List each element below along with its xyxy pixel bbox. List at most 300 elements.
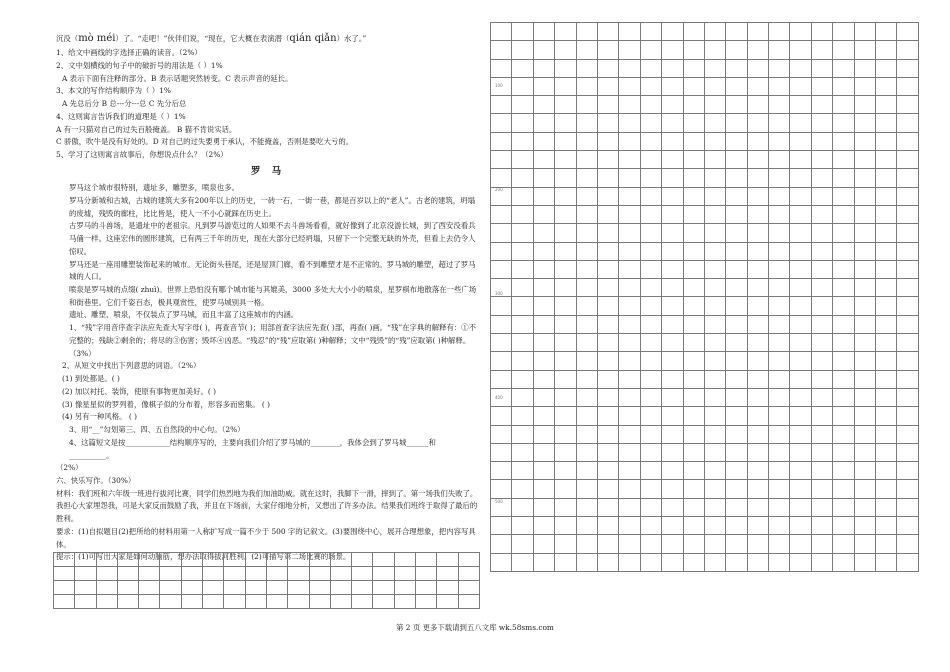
grid-row (491, 407, 919, 425)
grid-cell (597, 498, 618, 516)
grid-count-mark: 400 (495, 395, 503, 400)
grid-row (491, 535, 919, 553)
article-title: 罗 马 (250, 165, 286, 177)
grid-cell (704, 41, 725, 59)
grid-cell (811, 334, 832, 352)
grid-cell (747, 187, 768, 205)
grid-cell (512, 388, 533, 406)
grid-cell (726, 96, 747, 114)
grid-cell (704, 462, 725, 480)
grid-cell (373, 553, 394, 567)
grid-cell (790, 187, 811, 205)
grid-cell (876, 535, 897, 553)
option-line: A 先总后分 B 总---分---总 C 先分后总 (62, 99, 187, 109)
grid-cell (555, 96, 576, 114)
grid-cell (897, 535, 919, 553)
grid-cell (533, 498, 554, 516)
grid-row (491, 370, 919, 388)
grid-cell (876, 315, 897, 333)
grid-cell (491, 59, 512, 77)
grid-row (491, 151, 919, 169)
grid-cell (662, 553, 683, 571)
grid-cell (533, 462, 554, 480)
grid-cell (683, 407, 704, 425)
grid-cell (747, 242, 768, 260)
grid-cell (619, 334, 640, 352)
grid-cell (811, 407, 832, 425)
grid-cell (576, 388, 597, 406)
grid-cell (769, 132, 790, 150)
grid-cell (769, 224, 790, 242)
grid-cell (394, 553, 415, 567)
grid-cell (769, 370, 790, 388)
grid-cell (683, 370, 704, 388)
grid-cell (811, 132, 832, 150)
grid-cell (704, 498, 725, 516)
grid-cell (330, 567, 351, 581)
grid-cell (726, 41, 747, 59)
grid-cell (811, 553, 832, 571)
grid-row (491, 260, 919, 278)
grid-cell (747, 370, 768, 388)
grid-cell (288, 553, 309, 567)
answer-line: (3) 像星星似的罗列着，像棋子似的分布着，形容多而密集。 ( ) (62, 399, 271, 409)
grid-cell (437, 553, 458, 567)
grid-cell (811, 114, 832, 132)
grid-cell (704, 443, 725, 461)
grid-cell (726, 59, 747, 77)
left-column (56, 30, 480, 564)
grid-cell (683, 297, 704, 315)
grid-cell (75, 595, 96, 609)
writing-grid-right (490, 22, 919, 572)
grid-cell (897, 517, 919, 535)
grid-cell (854, 498, 875, 516)
grid-cell (683, 242, 704, 260)
grid-cell (833, 279, 854, 297)
grid-cell (811, 443, 832, 461)
grid-cell (512, 59, 533, 77)
grid-cell (833, 443, 854, 461)
grid-cell (576, 224, 597, 242)
grid-cell (897, 242, 919, 260)
grid-cell (747, 498, 768, 516)
grid-cell (619, 242, 640, 260)
grid-cell (833, 187, 854, 205)
grid-cell (54, 553, 75, 567)
grid-cell (683, 517, 704, 535)
grid-cell (726, 114, 747, 132)
grid-cell (512, 260, 533, 278)
grid-cell (491, 205, 512, 223)
grid-cell (790, 77, 811, 95)
grid-cell (533, 59, 554, 77)
grid-row (491, 462, 919, 480)
grid-cell (897, 41, 919, 59)
grid-cell (662, 114, 683, 132)
grid-cell (555, 388, 576, 406)
grid-row (491, 498, 919, 516)
grid-cell (854, 132, 875, 150)
grid-cell (491, 224, 512, 242)
grid-cell (683, 77, 704, 95)
grid-cell (394, 581, 415, 595)
grid-cell (597, 315, 618, 333)
grid-cell (704, 407, 725, 425)
grid-cell (491, 370, 512, 388)
grid-cell (491, 443, 512, 461)
grid-cell (555, 498, 576, 516)
grid-row (491, 59, 919, 77)
grid-cell (555, 315, 576, 333)
grid-cell (790, 132, 811, 150)
grid-cell (555, 187, 576, 205)
grid-cell (833, 242, 854, 260)
grid-cell (96, 567, 117, 581)
grid-cell (555, 553, 576, 571)
grid-cell (704, 388, 725, 406)
grid-cell (790, 169, 811, 187)
grid-cell (704, 151, 725, 169)
grid-count-mark: 100 (495, 83, 503, 88)
grid-cell (811, 352, 832, 370)
grid-row (54, 567, 480, 581)
grid-row (491, 315, 919, 333)
grid-cell (854, 151, 875, 169)
grid-cell (619, 279, 640, 297)
grid-cell (75, 567, 96, 581)
grid-cell (288, 567, 309, 581)
grid-cell (854, 23, 875, 41)
question-line: 1、“残”字用音序查字法应先查大写字母( )，再查音节( )；用部首查字法应先查( )部，再查( )画。“残”在字典的解释有：①不完整的；残缺②剩余的；将尽的③伤害；毁坏④凶恶。“残忍”的“残”应取第( )种解释；文中“残毁”的“残”应取第( )种解释。（3%） (69, 323, 477, 358)
grid-row (491, 425, 919, 443)
grid-cell (619, 553, 640, 571)
grid-cell (640, 224, 661, 242)
grid-cell (330, 581, 351, 595)
grid-cell (726, 388, 747, 406)
grid-cell (512, 169, 533, 187)
grid-cell (811, 205, 832, 223)
grid-cell (266, 595, 287, 609)
grid-cell (533, 77, 554, 95)
grid-row (491, 242, 919, 260)
grid-cell (811, 462, 832, 480)
grid-cell (726, 315, 747, 333)
grid-cell (491, 517, 512, 535)
grid-cell (854, 407, 875, 425)
grid-cell (833, 114, 854, 132)
grid-cell (597, 352, 618, 370)
grid-cell (576, 96, 597, 114)
grid-cell (876, 462, 897, 480)
article-paragraph: 罗马还是一座用雕塑装饰起来的城市。无论街头巷尾，还是屋顶门廊，看不到雕塑才是不正常的。罗马城的雕塑，超过了罗马城的人口。 (69, 259, 476, 282)
grid-cell (576, 23, 597, 41)
grid-cell (533, 169, 554, 187)
page-footer: 第 2 页 更多下载请到五八文库 wk.58sms.com (396, 623, 554, 632)
grid-cell (726, 279, 747, 297)
grid-cell (747, 443, 768, 461)
grid-cell (533, 151, 554, 169)
grid-cell (373, 595, 394, 609)
grid-cell (790, 535, 811, 553)
grid-cell (683, 169, 704, 187)
grid-cell (491, 297, 512, 315)
grid-cell (640, 425, 661, 443)
grid-cell (555, 59, 576, 77)
grid-cell (704, 279, 725, 297)
grid-cell (330, 553, 351, 567)
grid-cell (747, 553, 768, 571)
grid-cell (555, 151, 576, 169)
grid-cell (683, 114, 704, 132)
grid-cell (309, 595, 330, 609)
grid-cell (769, 187, 790, 205)
grid-cell (597, 41, 618, 59)
grid-cell (854, 297, 875, 315)
grid-cell (640, 41, 661, 59)
grid-cell (576, 407, 597, 425)
grid-cell (597, 480, 618, 498)
grid-cell (619, 132, 640, 150)
grid-cell (640, 169, 661, 187)
grid-cell (619, 462, 640, 480)
grid-cell (640, 517, 661, 535)
grid-cell (640, 352, 661, 370)
grid-cell (181, 595, 202, 609)
grid-cell (833, 462, 854, 480)
grid-cell (876, 443, 897, 461)
grid-cell (704, 205, 725, 223)
grid-cell (726, 260, 747, 278)
grid-cell (597, 297, 618, 315)
grid-cell (876, 352, 897, 370)
grid-cell (245, 595, 266, 609)
grid-cell (769, 352, 790, 370)
grid-cell (876, 517, 897, 535)
grid-cell (769, 498, 790, 516)
grid-cell (683, 224, 704, 242)
grid-row (491, 114, 919, 132)
grid-row (491, 41, 919, 59)
grid-cell (897, 169, 919, 187)
grid-cell (597, 443, 618, 461)
grid-cell (726, 169, 747, 187)
grid-cell (640, 279, 661, 297)
grid-cell (747, 169, 768, 187)
grid-cell (619, 370, 640, 388)
grid-cell (533, 205, 554, 223)
grid-cell (876, 425, 897, 443)
grid-row (491, 352, 919, 370)
grid-cell (769, 407, 790, 425)
grid-cell (811, 23, 832, 41)
grid-cell (576, 535, 597, 553)
grid-cell (533, 315, 554, 333)
grid-cell (640, 370, 661, 388)
grid-cell (683, 553, 704, 571)
grid-cell (619, 41, 640, 59)
grid-cell (597, 114, 618, 132)
grid-cell (512, 425, 533, 443)
grid-cell (854, 535, 875, 553)
grid-cell (790, 407, 811, 425)
grid-cell (512, 553, 533, 571)
grid-cell (160, 553, 181, 567)
grid-cell (747, 334, 768, 352)
grid-cell (769, 425, 790, 443)
grid-cell (833, 23, 854, 41)
article-paragraph: 遗址、雕塑、喷泉，不仅装点了罗马城，而且丰富了这座城市的内涵。 (69, 310, 299, 320)
grid-cell (833, 517, 854, 535)
grid-cell (897, 315, 919, 333)
grid-cell (619, 205, 640, 223)
grid-cell (769, 535, 790, 553)
grid-cell (897, 77, 919, 95)
pinyin-option-2: qián qiǎn (289, 33, 337, 44)
grid-row (491, 297, 919, 315)
grid-cell (352, 553, 373, 567)
grid-cell (854, 517, 875, 535)
grid-cell (769, 96, 790, 114)
grid-cell (833, 260, 854, 278)
grid-cell (309, 553, 330, 567)
grid-cell (897, 132, 919, 150)
grid-cell (683, 41, 704, 59)
grid-row (491, 96, 919, 114)
grid-cell (597, 132, 618, 150)
grid-cell (533, 41, 554, 59)
grid-cell (619, 388, 640, 406)
grid-cell (897, 462, 919, 480)
grid-cell (790, 297, 811, 315)
grid-cell (683, 59, 704, 77)
grid-cell (640, 205, 661, 223)
grid-cell (416, 595, 437, 609)
grid-cell (704, 535, 725, 553)
grid-cell (512, 407, 533, 425)
grid-cell (640, 77, 661, 95)
grid-cell (704, 59, 725, 77)
grid-cell (619, 59, 640, 77)
grid-cell (491, 41, 512, 59)
grid-cell (747, 41, 768, 59)
grid-cell (224, 567, 245, 581)
grid-cell (437, 581, 458, 595)
grid-cell (619, 224, 640, 242)
grid-cell (75, 553, 96, 567)
grid-cell (854, 370, 875, 388)
grid-cell (597, 242, 618, 260)
grid-cell (512, 41, 533, 59)
grid-cell (117, 581, 138, 595)
grid-cell (619, 297, 640, 315)
grid-cell (597, 260, 618, 278)
grid-cell (897, 498, 919, 516)
grid-cell (704, 260, 725, 278)
grid-cell (576, 187, 597, 205)
question-line: 1、给文中画线的字选择正确的读音。（2%） (56, 48, 202, 58)
grid-row (491, 334, 919, 352)
grid-cell (181, 553, 202, 567)
grid-cell (576, 315, 597, 333)
grid-cell (747, 96, 768, 114)
grid-cell (640, 315, 661, 333)
grid-cell (833, 59, 854, 77)
grid-cell (662, 59, 683, 77)
grid-cell (833, 297, 854, 315)
grid-row (54, 581, 480, 595)
grid-cell (811, 242, 832, 260)
grid-cell (811, 388, 832, 406)
grid-cell (726, 462, 747, 480)
grid-cell (533, 370, 554, 388)
grid-cell (533, 388, 554, 406)
grid-cell (458, 595, 479, 609)
grid-cell (555, 224, 576, 242)
grid-cell (876, 388, 897, 406)
grid-cell (790, 462, 811, 480)
grid-cell (704, 242, 725, 260)
grid-cell (96, 595, 117, 609)
pinyin-option-1: mò méi (78, 33, 116, 44)
grid-cell (640, 388, 661, 406)
grid-cell (245, 567, 266, 581)
grid-cell (576, 370, 597, 388)
writing-material: 材料：我们班和六年级一班进行拔河比赛，同学们热烈地为我们加油助威。就在这时，我脚下一滑，摔到了。第一场我们失败了。我担心大家埋怨我，可是大家反而鼓励了我，并且在下场前，大家仔细地分析，又想出了许多办法。结果我们班终于取得了最后的胜利。 (56, 488, 478, 524)
grid-cell (854, 443, 875, 461)
grid-cell (533, 407, 554, 425)
option-line: A 有一只猫对自己的过失百般掩盖。 B 猫不肯说实话。 (56, 124, 237, 134)
grid-cell (330, 595, 351, 609)
grid-cell (597, 77, 618, 95)
grid-cell (662, 279, 683, 297)
grid-cell (833, 498, 854, 516)
grid-cell (266, 553, 287, 567)
grid-cell (662, 205, 683, 223)
grid-cell (491, 553, 512, 571)
grid-cell (597, 205, 618, 223)
grid-cell (683, 23, 704, 41)
grid-cell (683, 334, 704, 352)
grid-cell (704, 96, 725, 114)
grid-cell (54, 567, 75, 581)
grid-cell (576, 132, 597, 150)
grid-cell (811, 279, 832, 297)
question-line: 4、这篇短文是按____________结构顺序写的，主要向我们介绍了罗马城的________，我体会到了罗马城______和__________。 (69, 437, 436, 460)
grid-row (54, 553, 480, 567)
grid-cell (662, 517, 683, 535)
grid-cell (533, 260, 554, 278)
grid-cell (726, 535, 747, 553)
grid-cell (769, 315, 790, 333)
grid-cell (619, 480, 640, 498)
grid-cell (555, 77, 576, 95)
grid-cell (224, 553, 245, 567)
grid-cell (683, 535, 704, 553)
grid-cell (726, 205, 747, 223)
grid-cell (897, 59, 919, 77)
grid-cell (747, 517, 768, 535)
grid-cell (512, 242, 533, 260)
grid-cell (555, 352, 576, 370)
grid-cell (790, 242, 811, 260)
grid-cell (747, 151, 768, 169)
grid-cell (597, 151, 618, 169)
grid-cell (619, 443, 640, 461)
grid-cell (811, 224, 832, 242)
grid-cell (790, 205, 811, 223)
grid-row (54, 595, 480, 609)
